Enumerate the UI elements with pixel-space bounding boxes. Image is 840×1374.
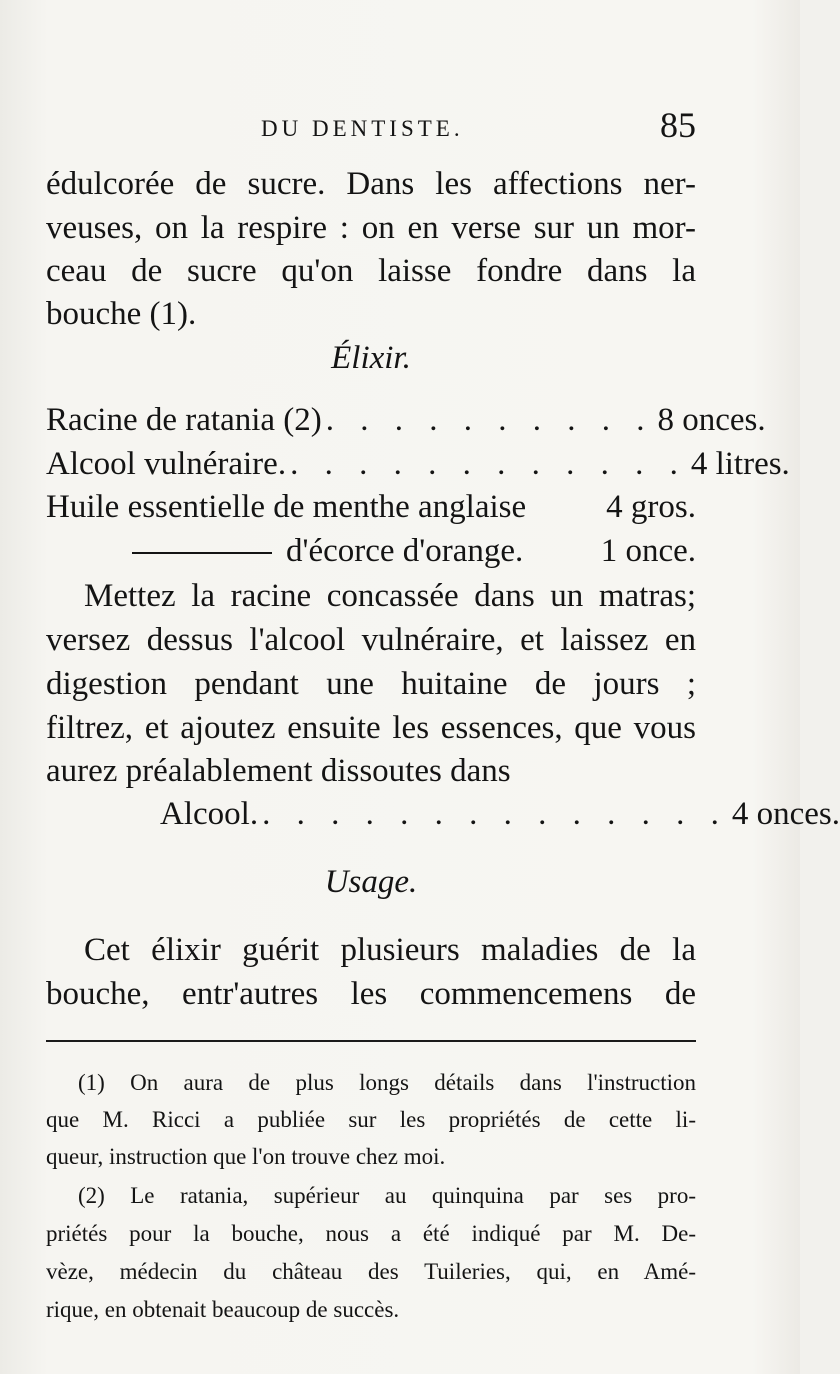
text-line: bouche, entr'autres les commencemens de (46, 976, 696, 1012)
footnote-line: vèze, médecin du château des Tuileries, qui, en Amé- (46, 1259, 696, 1284)
footnote-line: que M. Ricci a publiée sur les propriétés de cette li- (46, 1107, 696, 1132)
text-line: édulcorée de sucre. Dans les affections ner- (46, 166, 696, 202)
text-line: bouche (1). (46, 296, 197, 332)
recipe-line (46, 444, 790, 484)
recipe-line (46, 400, 766, 440)
footnote-line: priétés pour la bouche, nous a été indiqué par M. De- (46, 1221, 696, 1246)
ingredient-name-text: d'écorce d'orange. (286, 533, 524, 569)
text-line: Cet élixir guérit plusieurs maladies de la (84, 932, 696, 968)
dot-leader: . . . . . . . . . . . . (290, 446, 687, 482)
text-line: veuses, on la respire : on en verse sur un mor- (46, 210, 696, 246)
ingredient-amount: 4 gros. (606, 489, 696, 525)
ingredient-name: Alcool vulnéraire. (46, 446, 287, 482)
ingredient-amount: 1 once. (600, 533, 696, 569)
text-line: filtrez, et ajoutez ensuite les essences, que vous (46, 710, 696, 746)
text-line: ceau de sucre qu'on laisse fondre dans la (46, 253, 696, 289)
text-line: digestion pendant une huitaine de jours ; (46, 666, 696, 702)
ingredient-amount: 4 onces. (731, 796, 840, 832)
footnote-line: queur, instruction que l'on trouve chez moi. (46, 1144, 446, 1169)
dot-leader: . . . . . . . . . . (325, 402, 654, 438)
footnote-line: (2) Le ratania, supérieur au quinquina par ses pro- (78, 1183, 696, 1208)
running-title: DU DENTISTE. (261, 116, 464, 141)
text-line: aurez préalablement dissoutes dans (46, 753, 511, 789)
usage-heading: Usage. (324, 864, 418, 900)
recipe-line (46, 531, 696, 571)
recipe-line (46, 487, 696, 527)
ditto-dash (132, 552, 272, 554)
recipe-line (160, 794, 840, 834)
ingredient-name: Racine de ratania (2) (46, 402, 322, 438)
text-line: versez dessus l'alcool vulnéraire, et laissez en (46, 622, 696, 658)
ingredient-name: Huile essentielle de menthe anglaise (46, 489, 527, 525)
page-header (46, 104, 696, 154)
page-number: 85 (660, 105, 696, 145)
ingredient-name (46, 531, 523, 571)
ingredient-name: Alcool. (160, 796, 259, 832)
ingredient-amount: 4 litres. (690, 446, 790, 482)
dot-leader: . . . . . . . . . . . . . . (262, 796, 728, 832)
footnote-rule (46, 1040, 696, 1042)
footnote-line: rique, en obtenait beaucoup de succès. (46, 1297, 400, 1322)
ingredient-amount: 8 onces. (657, 402, 766, 438)
footnote-line: (1) On aura de plus longs détails dans l'instruction (78, 1070, 696, 1095)
text-line: Mettez la racine concassée dans un matras; (84, 578, 696, 614)
elixir-heading: Élixir. (331, 340, 411, 376)
